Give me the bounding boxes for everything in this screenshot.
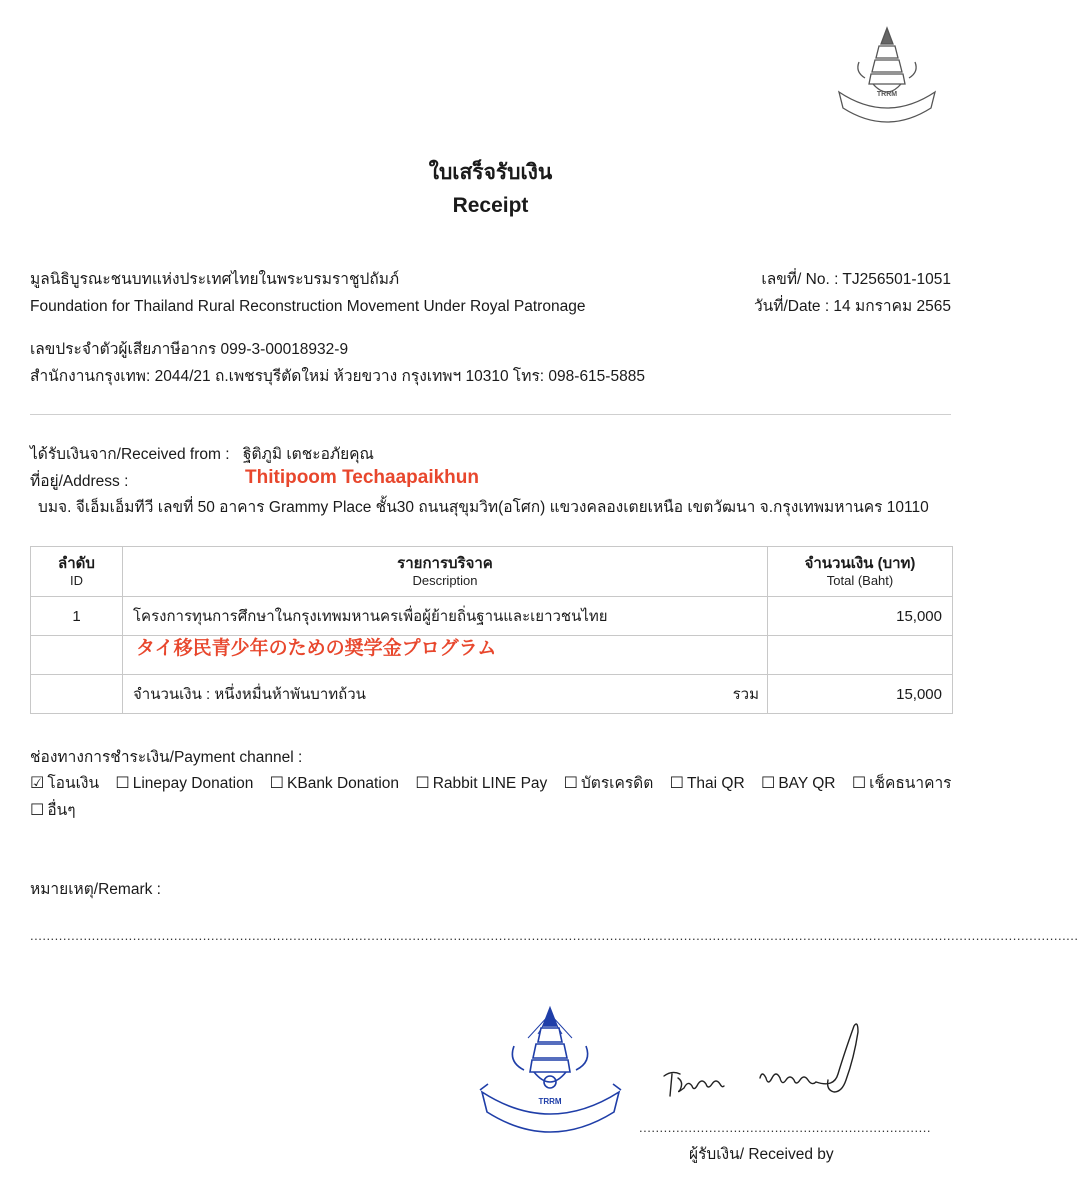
- address-label: ที่อยู่/Address :: [30, 473, 129, 490]
- payment-channel-label: ช่องทางการชำระเงิน/Payment channel :: [30, 749, 303, 766]
- payment-option-label: KBank Donation: [287, 775, 400, 792]
- payment-option-transfer[interactable]: [30, 775, 99, 792]
- address-value: บมจ. จีเอ็มเอ็มทีวี เลขที่ 50 อาคาร Grammy Place ชั้น30 ถนนสุขุมวิท(อโศก) แขวงคลองเตยเหนือ เขตวัฒนา จ.กรุงเทพมหานคร 10110: [38, 499, 929, 516]
- payment-option-label: โอนเงิน: [47, 775, 100, 792]
- payment-option-cheque[interactable]: [852, 775, 952, 792]
- col-total-header: [768, 547, 953, 597]
- handwritten-signature: [658, 1018, 873, 1106]
- checkbox-icon: ☐: [669, 775, 684, 792]
- empty-amount-cell: [768, 636, 953, 675]
- received-from-value: ฐิติภูมิ เตชะอภัยคุณ: [243, 446, 374, 463]
- tax-id: เลขประจำตัวผู้เสียภาษีอากร 099-3-00018932-9: [30, 341, 349, 358]
- table-total-row: [31, 675, 953, 714]
- foundation-logo: [835, 24, 939, 134]
- sum-label: รวม: [732, 686, 759, 703]
- col-total-en: Total (Baht): [826, 572, 894, 588]
- col-desc-header: [123, 547, 768, 597]
- payment-option-linepay[interactable]: [115, 775, 253, 792]
- row-amount: 15,000: [768, 597, 953, 636]
- received-from-label: ได้รับเงินจาก/Received from :: [30, 446, 230, 463]
- payment-option-label: บัตรเครดิต: [580, 775, 654, 792]
- stamp-abbr: TRRM: [538, 1097, 562, 1106]
- row-description: โครงการทุนการศึกษาในกรุงเทพมหานครเพื่อผู้ย้ายถิ่นฐานและเยาวชนไทย: [123, 597, 768, 636]
- checkbox-icon: ☐: [30, 802, 45, 819]
- receipt-date: วันที่/Date : 14 มกราคม 2565: [753, 298, 951, 315]
- office-address: สำนักงานกรุงเทพ: 2044/21 ถ.เพชรบุรีตัดใหม่ ห้วยขวาง กรุงเทพฯ 10310 โทร: 098-615-5885: [30, 368, 645, 385]
- japanese-annotation: タイ移民青少年のための奨学金プログラム: [136, 638, 497, 659]
- checkbox-icon: ☐: [415, 775, 430, 792]
- empty-id-cell: [31, 636, 123, 675]
- table-row: [31, 597, 953, 636]
- checkbox-icon: ☐: [269, 775, 285, 792]
- payment-option-credit-card[interactable]: [564, 775, 654, 792]
- col-desc-en: Description: [412, 572, 478, 588]
- col-id-th: ลำดับ: [58, 554, 95, 572]
- col-id-en: ID: [70, 572, 83, 588]
- payment-options: [30, 774, 960, 794]
- col-desc-th: รายการบริจาค: [397, 554, 493, 572]
- checkbox-icon: ☐: [115, 775, 130, 792]
- total-id-cell: [31, 675, 123, 714]
- title-thai: ใบเสร็จรับเงิน: [428, 161, 553, 184]
- checked-box-icon: ☑: [30, 775, 45, 792]
- payment-option-label: Thai QR: [686, 775, 745, 792]
- title-english: Receipt: [452, 194, 529, 217]
- payment-option-thai-qr[interactable]: [670, 775, 745, 792]
- total-desc-cell: [123, 675, 768, 714]
- sum-value: 15,000: [768, 675, 953, 714]
- remark-label: หมายเหตุ/Remark :: [30, 881, 161, 898]
- name-annotation: Thitipoom Techaapaikhun: [245, 467, 479, 488]
- foundation-stamp: [478, 1004, 623, 1149]
- payment-option-label: เช็คธนาคาร: [869, 775, 952, 792]
- logo-abbr: TRRM: [876, 91, 898, 98]
- payment-option-label: อื่นๆ: [47, 802, 76, 819]
- payment-option-label: Rabbit LINE Pay: [432, 775, 548, 792]
- amount-in-words: จำนวนเงิน : หนึ่งหมื่นห้าพันบาทถ้วน: [133, 686, 366, 703]
- checkbox-icon: ☐: [851, 775, 867, 792]
- received-by-label: ผู้รับเงิน/ Received by: [689, 1146, 834, 1163]
- payment-option-kbank[interactable]: [270, 775, 399, 792]
- payment-option-label: Linepay Donation: [132, 775, 254, 792]
- col-total-th: จำนวนเงิน (บาท): [804, 554, 916, 572]
- checkbox-icon: ☐: [761, 775, 776, 792]
- org-name-english: Foundation for Thailand Rural Reconstruction Movement Under Royal Patronage: [30, 298, 586, 315]
- donation-table: [30, 546, 953, 714]
- payment-option-other[interactable]: [30, 801, 76, 821]
- row-id: 1: [31, 597, 123, 636]
- signature-line: .......................................................................: [639, 1120, 931, 1135]
- checkbox-icon: ☐: [563, 775, 578, 792]
- payment-option-bay-qr[interactable]: [761, 775, 836, 792]
- org-name-thai: มูลนิธิบูรณะชนบทแห่งประเทศไทยในพระบรมราชูปถัมภ์: [30, 271, 400, 288]
- payment-option-label: BAY QR: [778, 775, 836, 792]
- payment-option-rabbit[interactable]: [415, 775, 547, 792]
- remark-line: ...............................................................................................................................................................................................................................................................: [30, 928, 1079, 943]
- receipt-number: เลขที่/ No. : TJ256501-1051: [761, 271, 951, 288]
- col-id-header: [31, 547, 123, 597]
- table-header-row: [31, 547, 953, 597]
- divider: [30, 414, 951, 415]
